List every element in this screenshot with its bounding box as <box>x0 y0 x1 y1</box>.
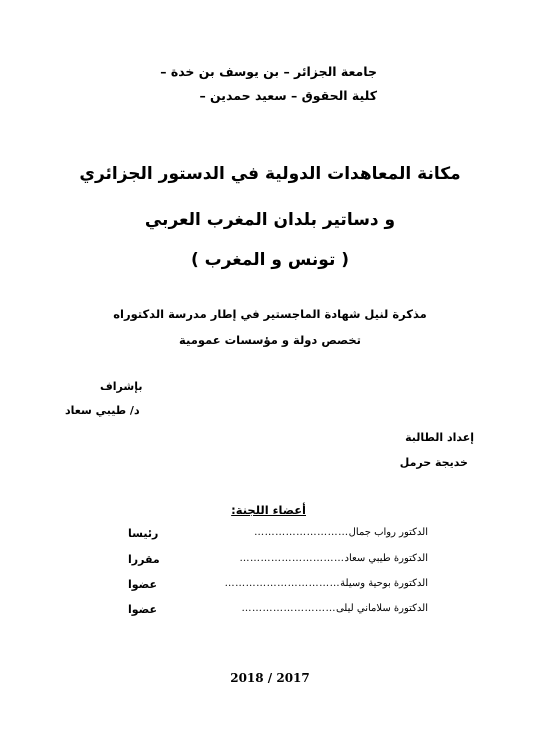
member-name: الدكتورة بوحية وسيلة <box>340 578 428 589</box>
leader-dots: ………………………… <box>239 553 345 564</box>
prepared-by-label: إعداد الطالبة <box>405 431 474 444</box>
member-role: عضوا <box>128 603 158 616</box>
thesis-title-line-2: و دساتير بلدان المغرب العربي <box>144 210 396 230</box>
committee-member <box>128 578 428 591</box>
supervision-label: بإشراف <box>100 380 143 393</box>
leader-dots: ……………………… <box>254 527 349 538</box>
university-name: جامعة الجزائر – بن يوسف بن خدة – <box>160 64 377 79</box>
memo-specialty: تخصص دولة و مؤسسات عمومية <box>179 333 361 347</box>
thesis-title-line-3: ( تونس و المغرب ) <box>190 250 350 270</box>
academic-year: 2018 / 2017 <box>230 671 310 685</box>
leader-dots: ……………………… <box>241 603 336 614</box>
member-role: عضوا <box>128 578 158 591</box>
committee-member <box>128 603 428 616</box>
member-name: الدكتور رواب جمال <box>348 527 428 538</box>
student-name: خديجة حرمل <box>399 456 468 469</box>
committee-member <box>128 527 428 540</box>
member-name: الدكتورة طيبي سعاد <box>344 553 428 564</box>
memo-purpose: مذكرة لنيل شهادة الماجستير في إطار مدرسة الدكتوراه <box>113 307 427 321</box>
member-role: مقررا <box>128 553 160 566</box>
committee-member <box>128 553 428 566</box>
committee-title: أعضاء اللجنة: <box>231 503 306 517</box>
faculty-name: كلية الحقوق – سعيد حمدين – <box>199 88 377 103</box>
thesis-title-line-1: مكانة المعاهدات الدولية في الدستور الجزائري <box>79 164 461 184</box>
leader-dots: …………………………… <box>224 578 341 589</box>
supervisor-name: د/ طيبي سعاد <box>65 404 140 417</box>
member-name: الدكتورة سلاماني ليلى <box>335 603 428 614</box>
member-role: رئيسا <box>128 527 159 540</box>
